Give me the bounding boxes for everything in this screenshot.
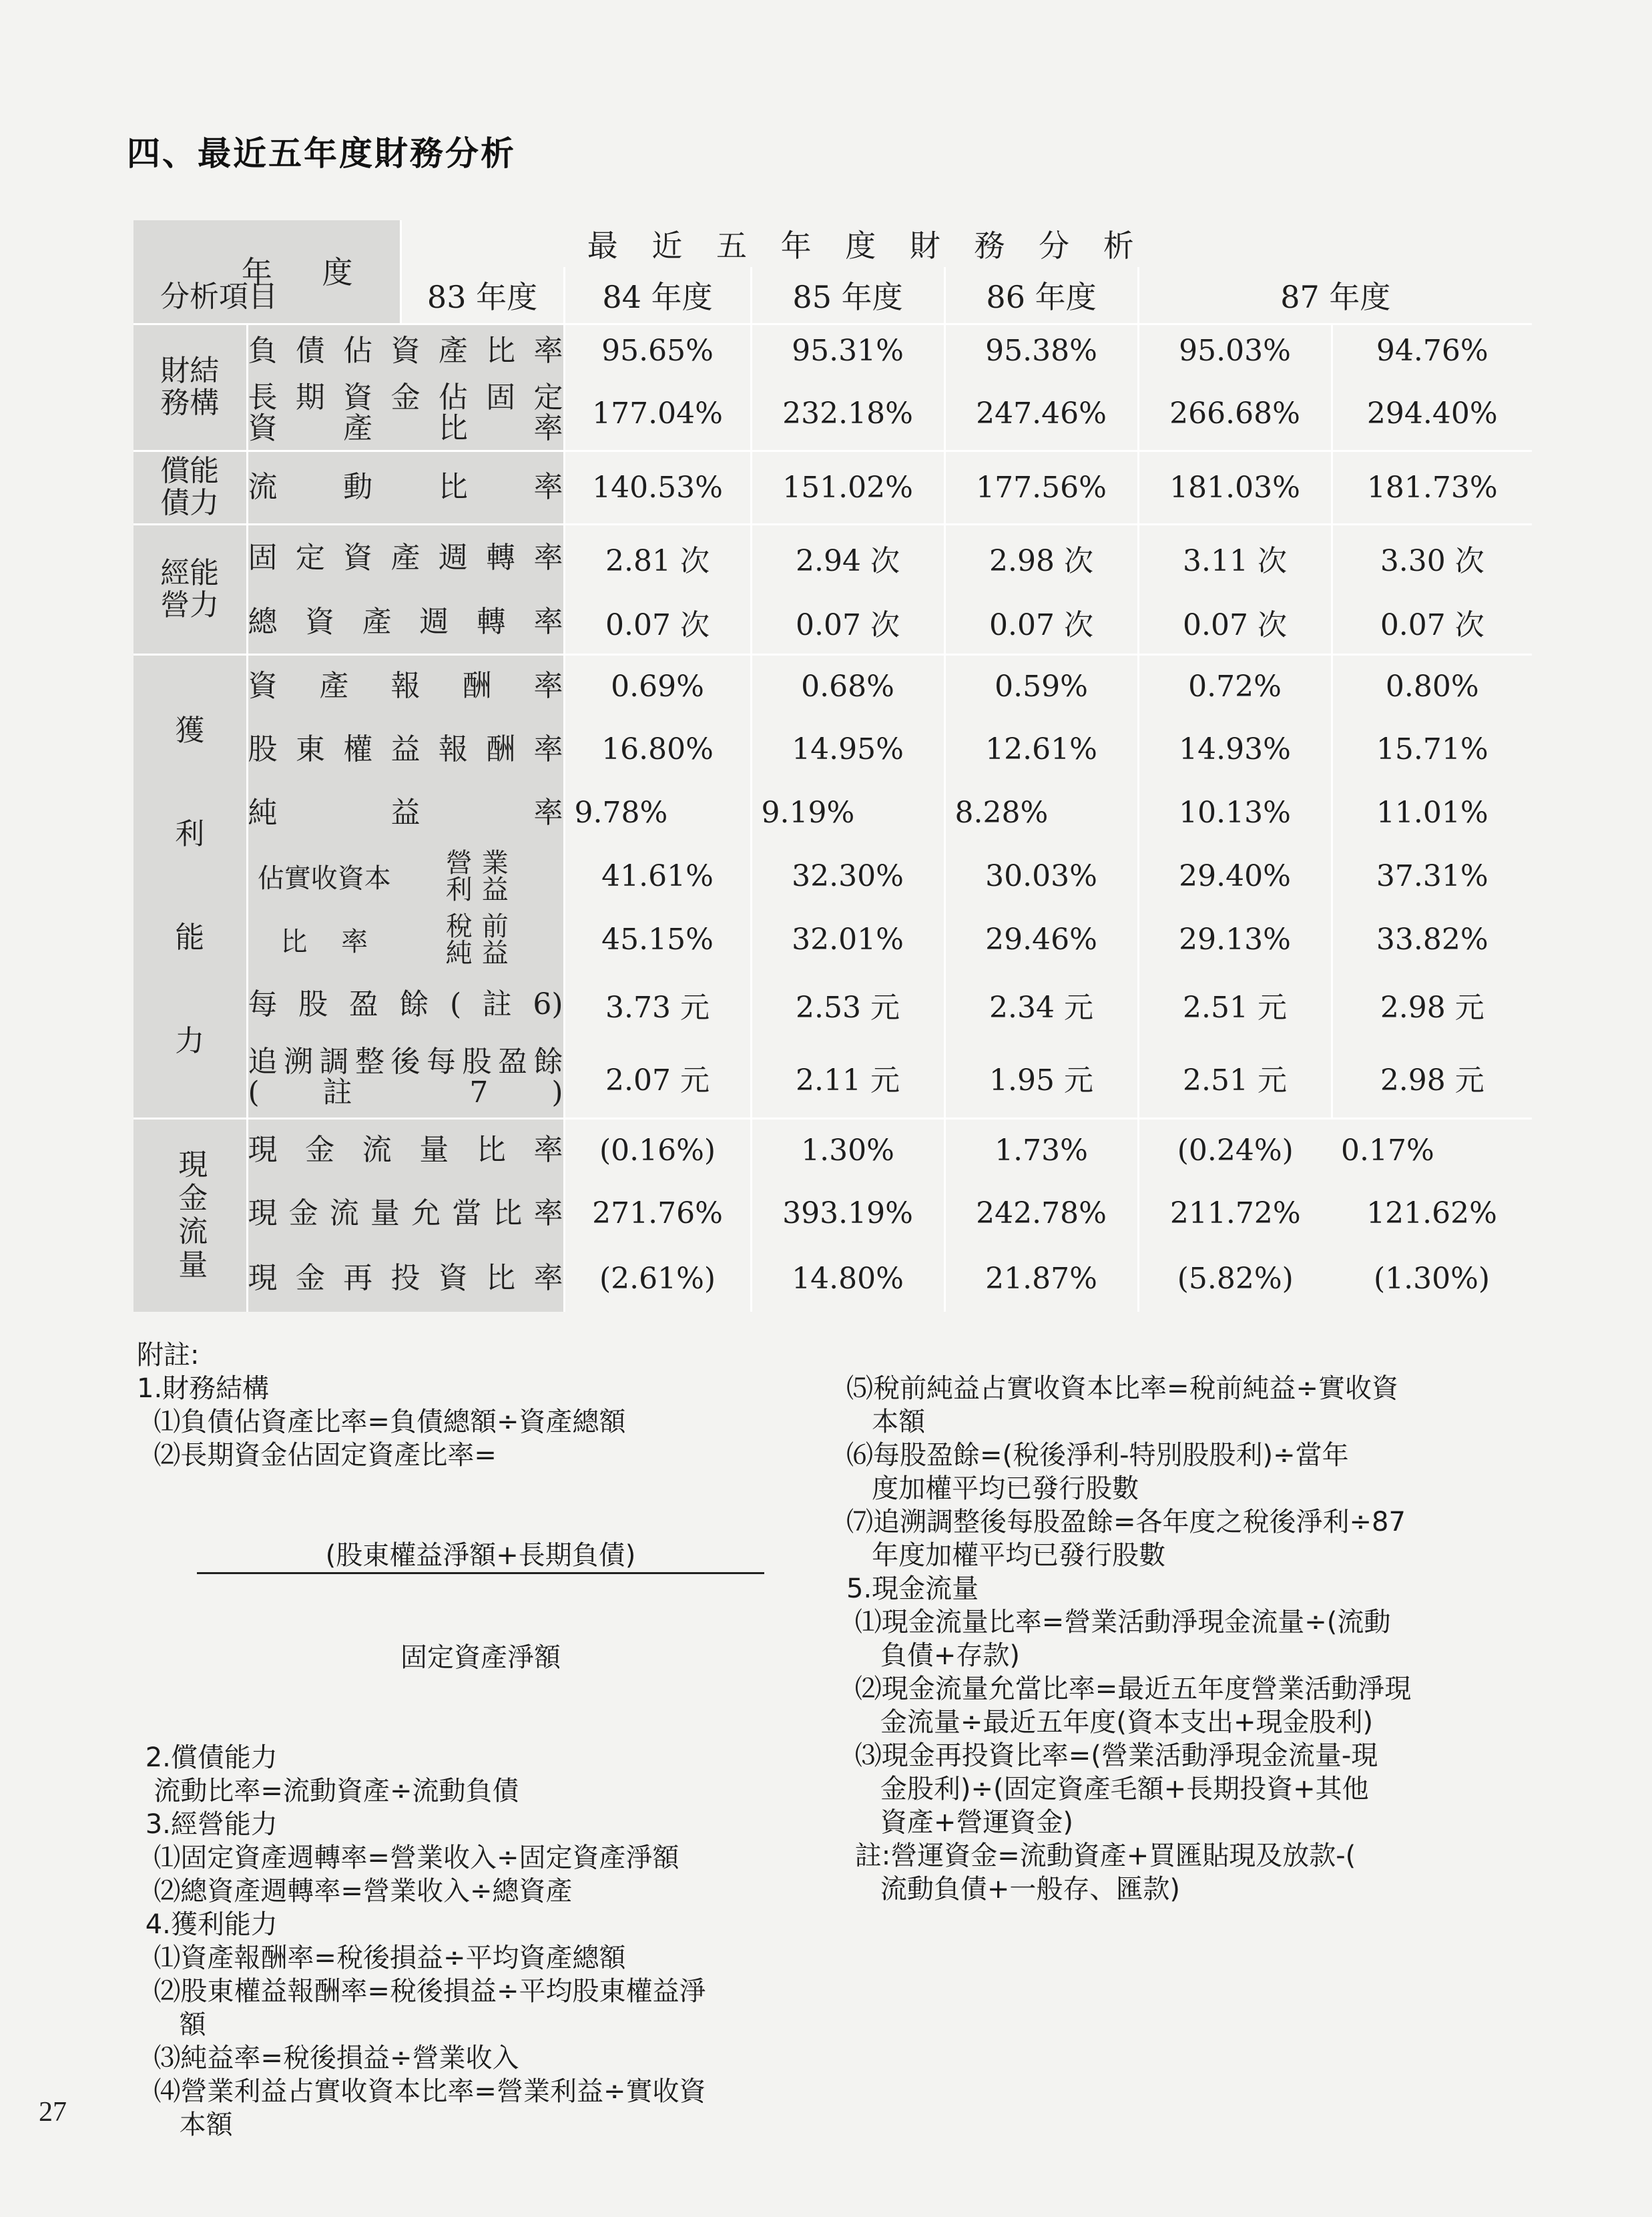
table-cell: 0.68%	[751, 654, 944, 718]
note-line: ⑵現金流量允當比率=最近五年度營業活動淨現	[846, 1674, 1412, 1704]
year-header: 87 年度	[1138, 267, 1532, 324]
table-cell: 3.11 次	[1138, 524, 1332, 591]
table-cell: 1.95 元	[944, 1038, 1138, 1118]
note-line: ⑶現金再投資比率=(營業活動淨現金流量-現	[846, 1740, 1378, 1771]
table-cell: 94.76%	[1332, 324, 1532, 377]
table-cell: 121.62%	[1366, 1196, 1497, 1230]
table-cell: 33.82%	[1332, 908, 1532, 971]
note-line: ⑴資產報酬率=稅後損益÷平均資產總額	[137, 1943, 626, 1973]
table-cell: 41.61%	[564, 844, 751, 908]
table-cell: 0.07 次	[1332, 591, 1532, 654]
year-header: 85 年度	[751, 267, 944, 324]
financial-analysis-table	[133, 220, 1532, 1312]
table-cell: 15.71%	[1332, 718, 1532, 781]
header-title: 最 近 五 年 度 財 務 分 析	[400, 220, 1332, 267]
table-cell: 2.98 次	[944, 524, 1138, 591]
category-cash-flow: 現金流量	[133, 1118, 247, 1312]
table-cell: (0.24%)	[1138, 1118, 1332, 1182]
table-cell: 2.98 元	[1332, 971, 1532, 1038]
notes-left	[137, 1338, 818, 2142]
table-cell: 271.76%	[564, 1182, 751, 1245]
row-label: 現金流量比率	[247, 1118, 564, 1182]
note-line: 3.經營能力	[137, 1809, 278, 1840]
table-cell: 9.19%	[751, 781, 944, 844]
table-cell: 0.07 次	[944, 591, 1138, 654]
table-cell: 140.53%	[564, 451, 751, 524]
note-line: ⑺追溯調整後每股盈餘=各年度之稅後淨利÷87	[846, 1507, 1406, 1537]
note-line: 金流量÷最近五年度(資本支出+現金股利)	[846, 1707, 1374, 1738]
note-line: ⑹每股盈餘=(稅後淨利-特別股股利)÷當年	[846, 1440, 1349, 1471]
formula-fraction	[197, 1472, 764, 1741]
year-header: 83 年度	[400, 267, 564, 324]
note-line: 本額	[846, 1407, 926, 1437]
table-corner	[133, 220, 400, 324]
table-cell: 30.03%	[944, 844, 1138, 908]
table-cell: 9.78%	[564, 781, 751, 844]
table-cell: 32.30%	[751, 844, 944, 908]
row-label-left: 佔實收資本	[247, 844, 400, 908]
table-cell: 2.51 元	[1138, 971, 1332, 1038]
row-label-right: 營業 利益	[400, 844, 564, 908]
table-cell: 0.07 次	[1138, 591, 1332, 654]
table-cell: 95.03%	[1138, 324, 1332, 377]
note-line: 金股利)÷(固定資產毛額+長期投資+其他	[846, 1774, 1369, 1804]
table-cell: 0.59%	[944, 654, 1138, 718]
table-cell: 2.94 次	[751, 524, 944, 591]
table-cell: 232.18%	[751, 377, 944, 451]
table-cell: 1.73%	[944, 1118, 1138, 1182]
table-cell: 151.02%	[751, 451, 944, 524]
note-line: ⑸稅前純益占實收資本比率=稅前純益÷實收資	[846, 1373, 1399, 1404]
table-cell: (0.16%)	[564, 1118, 751, 1182]
row-label: 總資產週轉率	[247, 591, 564, 654]
note-line: 度加權平均已發行股數	[846, 1473, 1139, 1504]
row-label: 每股盈餘(註6)	[247, 971, 564, 1038]
table-cell: (1.30%)	[1373, 1261, 1490, 1296]
year-header: 84 年度	[564, 267, 751, 324]
table-cell: 177.04%	[564, 377, 751, 451]
row-label: 負債佔資產比率	[247, 324, 564, 377]
note-line: 額	[137, 2009, 206, 2040]
table-cell: 0.69%	[564, 654, 751, 718]
table-cell: 14.95%	[751, 718, 944, 781]
table-cell: 2.53 元	[751, 971, 944, 1038]
table-cell: 10.13%	[1138, 781, 1332, 844]
note-line: 本額	[137, 2110, 233, 2140]
fraction-denominator: 固定資產淨額	[400, 1642, 561, 1673]
table-cell: 29.46%	[944, 908, 1138, 971]
note-line: ⑵股東權益報酬率=稅後損益÷平均股東權益淨	[137, 1976, 706, 2007]
row-label-left: 比 率	[247, 908, 400, 971]
table-cell: 1.30%	[751, 1118, 944, 1182]
table-cell: 95.65%	[564, 324, 751, 377]
notes-right	[846, 1372, 1554, 1906]
table-cell: 16.80%	[564, 718, 751, 781]
table-cell: 181.03%	[1138, 451, 1332, 524]
table-cell: 181.73%	[1332, 451, 1532, 524]
table-cell: 2.11 元	[751, 1038, 944, 1118]
table-cell: 12.61%	[944, 718, 1138, 781]
table-cell: 21.87%	[944, 1245, 1138, 1312]
note-line: 註:營運資金=流動資產+買匯貼現及放款-(	[846, 1840, 1356, 1871]
table-cell: 247.46%	[944, 377, 1138, 451]
note-line: 年度加權平均已發行股數	[846, 1540, 1166, 1571]
row-label: 現金再投資比率	[247, 1245, 564, 1312]
row-label: 現金流量允當比率	[247, 1182, 564, 1245]
row-label: 純益率	[247, 781, 564, 844]
table-cell: 3.73 元	[564, 971, 751, 1038]
table-cell: 2.07 元	[564, 1038, 751, 1118]
note-line: 5.現金流量	[846, 1573, 979, 1604]
row-label: 流動比率	[247, 451, 564, 524]
table-cell: 0.80%	[1332, 654, 1532, 718]
table-cell: 393.19%	[751, 1182, 944, 1245]
table-cell: 95.31%	[751, 324, 944, 377]
note-line: 流動負債+一般存、匯款)	[846, 1874, 1180, 1905]
table-cell: 32.01%	[751, 908, 944, 971]
category-profitability: 獲 利 能 力	[133, 654, 247, 1118]
notes-title: 附註:	[137, 1340, 200, 1371]
table-cell: 177.56%	[944, 451, 1138, 524]
row-label: 固定資產週轉率	[247, 524, 564, 591]
table-cell: 11.01%	[1332, 781, 1532, 844]
category-financial-structure: 財結 務構	[133, 324, 247, 451]
note-line: ⑷營業利益占實收資本比率=營業利益÷實收資	[137, 2076, 706, 2107]
table-cell: 29.40%	[1138, 844, 1332, 908]
row-label-right: 稅前 純益	[400, 908, 564, 971]
table-cell: 266.68%	[1138, 377, 1332, 451]
note-line: ⑵總資產週轉率=營業收入÷總資產	[137, 1876, 573, 1907]
table-cell: (5.82%)	[1138, 1245, 1332, 1312]
page-number: 27	[39, 2097, 67, 2128]
table-cell: 0.17%	[1332, 1118, 1532, 1182]
table-cell: 2.98 元	[1332, 1038, 1532, 1118]
note-line: 負債+存款)	[846, 1640, 1020, 1671]
table-cell: 29.13%	[1138, 908, 1332, 971]
note-line: 流動比率=流動資產÷流動負債	[137, 1776, 519, 1806]
note-line: ⑴固定資產週轉率=營業收入÷固定資產淨額	[137, 1842, 679, 1873]
table-cell: 37.31%	[1332, 844, 1532, 908]
note-line: ⑶純益率=稅後損益÷營業收入	[137, 2043, 519, 2073]
table-cell: 211.72%	[1138, 1182, 1332, 1245]
table-cell: 8.28%	[944, 781, 1138, 844]
table-cell: 242.78%	[944, 1182, 1138, 1245]
table-cell: 14.93%	[1138, 718, 1332, 781]
note-line: 資產+營運資金)	[846, 1807, 1073, 1838]
note-line: ⑵長期資金佔固定資產比率=	[137, 1440, 497, 1471]
row-label: 資產報酬率	[247, 654, 564, 718]
category-operation: 經能 營力	[133, 524, 247, 654]
table-cell: 0.72%	[1138, 654, 1332, 718]
corner-year-label: 年 度	[241, 254, 373, 290]
note-line: ⑴負債佔資產比率=負債總額÷資產總額	[137, 1407, 626, 1437]
table-cell: 3.30 次	[1332, 524, 1532, 591]
note-line: ⑴現金流量比率=營業活動淨現金流量÷(流動	[846, 1607, 1391, 1638]
table-cell: 0.07 次	[751, 591, 944, 654]
row-label: 追溯調整後每股盈餘 ( 註 7 )	[247, 1038, 564, 1118]
category-solvency: 償能 債力	[133, 451, 247, 524]
fraction-numerator: (股東權益淨額+長期負債)	[197, 1539, 764, 1574]
table-cell: 14.80%	[751, 1245, 944, 1312]
page-heading: 四、最近五年度財務分析	[127, 134, 516, 173]
corner-item-label: 分析項目	[160, 279, 278, 314]
table-cell: 2.51 元	[1138, 1038, 1332, 1118]
year-header: 86 年度	[944, 267, 1138, 324]
note-line: 4.獲利能力	[137, 1909, 278, 1940]
table-cell: (2.61%)	[564, 1245, 751, 1312]
table-cell: 0.07 次	[564, 591, 751, 654]
row-label: 股東權益報酬率	[247, 718, 564, 781]
row-label: 長期資金佔固定 資 產 比 率	[247, 377, 564, 451]
note-line: 1.財務結構	[137, 1373, 270, 1404]
table-cell: 95.38%	[944, 324, 1138, 377]
table-cell: 2.81 次	[564, 524, 751, 591]
note-line: 2.償債能力	[137, 1742, 278, 1773]
table-cell: 2.34 元	[944, 971, 1138, 1038]
table-cell: 294.40%	[1332, 377, 1532, 451]
table-cell: 45.15%	[564, 908, 751, 971]
